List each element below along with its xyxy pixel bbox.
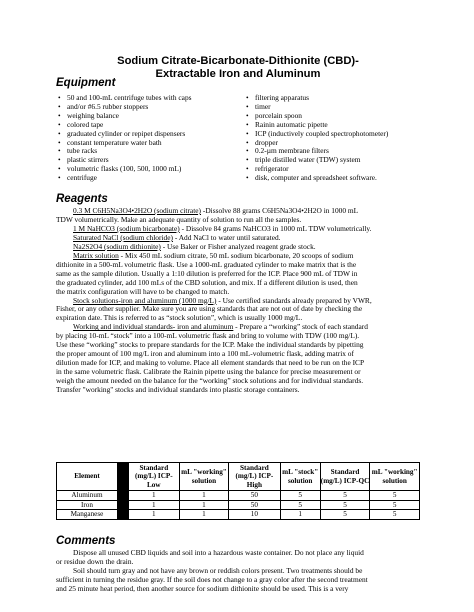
equipment-item: • constant temperature water bath: [56, 139, 246, 148]
reagent-name: 1 M NaHCO3 (sodium bicarbonate): [73, 223, 180, 233]
reagent-name: Na2S2O4 (sodium dithionite): [73, 241, 161, 251]
equipment-item: • filtering apparatus: [244, 94, 420, 103]
table-row: [57, 510, 420, 520]
equipment-item: • dropper: [244, 139, 420, 148]
reagent-name: Matrix solution: [73, 250, 119, 260]
reagent-text-line: same as the sample dilution. Usually a 1:10 dilution is preferred for the ICP. Place 900 mL of TDW in: [56, 268, 358, 278]
equipment-item: • centrifuge: [56, 174, 246, 183]
table-cell: 5: [370, 510, 420, 520]
title-line-2: Extractable Iron and Aluminum: [155, 68, 321, 80]
comment-line: Dispose all unused CBD liquids and soil into a hazardous waste container. Do not place any liquid: [73, 548, 364, 557]
table-cell: Aluminum: [57, 491, 118, 501]
table-header-row: [57, 463, 420, 491]
reagent-text: - Use Baker or Fisher analyzed reagent grade stock.: [160, 241, 316, 251]
table-cell: 1: [129, 500, 180, 510]
table-row: [57, 491, 420, 501]
table-header: mL "working" solution: [179, 463, 229, 491]
table-header: Element: [57, 463, 118, 491]
table-header: mL "working" solution: [370, 463, 420, 491]
equipment-item: • 0.2-µm membrane filters: [244, 147, 420, 156]
equipment-item: • porcelain spoon: [244, 112, 420, 121]
comments-section: [56, 549, 420, 594]
table-cell: Iron: [57, 500, 118, 510]
table-cell: 1: [129, 491, 180, 501]
equipment-item: • graduated cylinder or repipet dispensers: [56, 130, 246, 139]
reagent-text-line: Use these “working” stocks to prepare standards for the ICP. Make the individual standards by pipetting: [56, 340, 364, 350]
reagent-text: - Add NaCl to water until saturated.: [172, 232, 281, 242]
reagent-text-line: Transfer "working" stocks and individual standards into plastic storage containers.: [56, 385, 300, 395]
table-header: Standard (mg/L) ICP-QC: [320, 463, 370, 491]
table-cell: 1: [179, 500, 229, 510]
reagent-text-line: the matrix configuration will have to be changed to match.: [56, 286, 230, 296]
table-cell: 50: [229, 491, 280, 501]
reagent-name: Working and individual standards- iron and aluminum: [73, 322, 234, 332]
reagent-text-line: in the same volumetric flask. Calibrate the Rainin pipette using the balance for precise measurement or: [56, 367, 361, 377]
reagent-text: - Mix 450 mL sodium citrate, 50 mL sodium bicarbonate, 20 scoops of sodium: [118, 250, 354, 260]
reagent-name: 0.3 M C6H5Na3O4•2H2O (sodium citrate): [73, 206, 202, 215]
table-divider: [118, 510, 129, 520]
reagent-text-line: TDW volumetrically. Make an adequate quantity of solution to run all the samples.: [56, 214, 302, 224]
comment-line: or residue down the drain.: [56, 556, 134, 566]
table-cell: 5: [320, 491, 370, 501]
equipment-item: • tube racks: [56, 147, 246, 156]
comment-line: Soil should turn gray and not have any brown or reddish colors present. Two treatments should be: [73, 565, 363, 575]
standards-table: [56, 462, 420, 520]
reagent-name: Saturated NaCl (sodium chloride): [73, 232, 173, 242]
equipment-item: • colored tape: [56, 121, 246, 130]
table-cell: 5: [370, 491, 420, 501]
reagent-text-line: Fisher, or any other supplier. Make sure you are using standards that are not out of date by checking the: [56, 304, 363, 314]
comment-line: and 25 minute heat period, then another source for sodium dithionite should be used. This is a very: [56, 583, 349, 593]
reagent-text-line: the graduated cylinder, add 100 mLs of the CBD solution, and mix. If a different dilution is used, then: [56, 277, 358, 287]
table-cell: 1: [280, 510, 320, 520]
table-cell: 1: [179, 491, 229, 501]
reagents-heading: Reagents: [56, 193, 108, 205]
table-cell: 1: [179, 510, 229, 520]
table-cell: 5: [320, 500, 370, 510]
table-cell: 5: [320, 510, 370, 520]
table-cell: 5: [370, 500, 420, 510]
reagent-text-line: by placing 10-mL “stock” into a 100-mL volumetric flask and bring to volume with TDW (100 mg/L).: [56, 331, 360, 341]
table-divider: [118, 491, 129, 501]
comment-line: sufficient in turning the residue gray. If the soil does not change to a gray color after the second treatment: [56, 574, 368, 584]
reagent-text-line: the proper amount of 100 mg/L iron and aluminum into a 100 mL-volumetric flask, adding matrix of: [56, 349, 354, 359]
equipment-item: • Rainin automatic pipette: [244, 121, 420, 130]
table-cell: Manganese: [57, 510, 118, 520]
equipment-heading: Equipment: [56, 77, 116, 89]
reagent-text-line: weigh the amount needed on the balance for the “working” stock solutions and for individual standards.: [56, 376, 364, 386]
equipment-left-column: [56, 94, 246, 183]
reagent-text: -Dissolve 88 grams C6H5Na3O4•2H2O in 1000 mL: [201, 206, 359, 215]
equipment-item: • plastic stirrers: [56, 156, 246, 165]
table-cell: 5: [280, 500, 320, 510]
table-header: mL "stock" solution: [280, 463, 320, 491]
reagents-section: [56, 207, 420, 395]
table-cell: 10: [229, 510, 280, 520]
reagent-text-line: dilution made for ICP, and making to volume. Place all element standards that need to be run on the ICP: [56, 358, 365, 368]
title-line-1: Sodium Citrate-Bicarbonate-Dithionite (CBD)-: [117, 55, 359, 67]
equipment-item: • refrigerator: [244, 165, 420, 174]
equipment-item: • volumetric flasks (100, 500, 1000 mL): [56, 165, 246, 174]
equipment-item: • 50 and 100-mL centrifuge tubes with caps: [56, 94, 246, 103]
reagent-text: - Prepare a “working” stock of each standard: [233, 322, 368, 332]
equipment-item: • triple distilled water (TDW) system: [244, 156, 420, 165]
table-cell: 50: [229, 500, 280, 510]
table-header: Standard (mg/L) ICP-High: [229, 463, 280, 491]
equipment-item: • and/or #6.5 rubber stoppers: [56, 103, 246, 112]
reagent-name: Stock solutions-iron and aluminum (1000 mg/L): [73, 295, 217, 305]
table-header: Standard (mg/L) ICP-Low: [129, 463, 180, 491]
table-cell: 1: [129, 510, 180, 520]
reagent-text-line: dithionite in a 500-mL volumetric flask. Use a 1000-mL graduated cylinder to make matrix that is the: [56, 259, 357, 269]
table-divider: [118, 463, 129, 491]
table-divider: [118, 500, 129, 510]
table-cell: 5: [280, 491, 320, 501]
equipment-right-column: [244, 94, 420, 183]
equipment-item: • timer: [244, 103, 420, 112]
reagent-text: - Use certified standards already prepared by VWR,: [216, 295, 372, 305]
equipment-item: • weighing balance: [56, 112, 246, 121]
equipment-item: • disk, computer and spreadsheet software.: [244, 174, 420, 183]
reagent-text: - Dissolve 84 grams NaHCO3 in 1000 mL TDW volumetrically.: [179, 223, 372, 233]
table-row: [57, 500, 420, 510]
comments-heading: Comments: [56, 535, 116, 547]
reagent-text-line: expiration date. This is referred to as “stock solution”, which is usually 1000 mg/L.: [56, 313, 303, 323]
equipment-item: • ICP (inductively coupled spectrophotometer): [244, 130, 420, 139]
